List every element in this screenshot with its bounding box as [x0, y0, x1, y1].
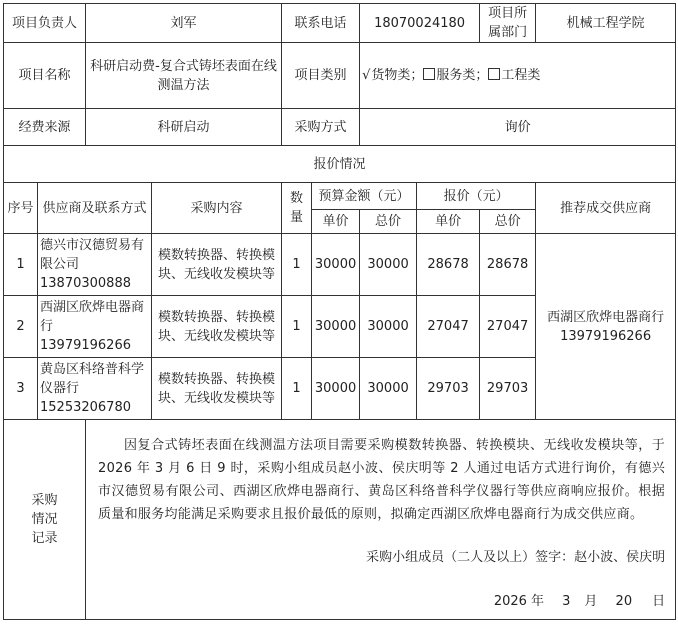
record-label-3: 记录 [31, 531, 58, 546]
owner-label: 项目负责人 [4, 4, 86, 43]
date-year-unit: 年 [530, 594, 544, 609]
funding-source-label: 经费来源 [4, 109, 86, 146]
col-supplier: 供应商及联系方式 [38, 183, 152, 234]
row-funding [4, 109, 676, 146]
row-content: 模数转换器、转换模块、无线收发模块等 [152, 234, 282, 296]
purchase-method-value: 询价 [360, 109, 676, 146]
row-quote-total: 28678 [480, 234, 536, 296]
date-month-unit: 月 [584, 594, 598, 609]
row-supplier [38, 234, 152, 296]
col-qty: 数量 [282, 183, 312, 234]
row-quote-unit: 28678 [417, 234, 480, 296]
row-quotes-title [4, 146, 676, 183]
col-budget: 预算金额（元） [312, 183, 417, 210]
row-qty: 1 [282, 296, 312, 358]
row-content: 模数转换器、转换模块、无线收发模块等 [152, 296, 282, 358]
row-qty: 1 [282, 358, 312, 420]
date-day: 20 [615, 594, 633, 609]
project-category-label: 项目类别 [282, 43, 360, 109]
row-budget-total: 30000 [360, 234, 417, 296]
quotes-section-title: 报价情况 [4, 146, 676, 183]
category-goods: 货物类； [371, 68, 424, 83]
row-qty: 1 [282, 234, 312, 296]
col-content: 采购内容 [152, 183, 282, 234]
table-row [4, 234, 676, 296]
dept-value: 机械工程学院 [536, 4, 676, 43]
col-quote: 报价（元） [417, 183, 536, 210]
row-seq: 2 [4, 296, 38, 358]
supplier-name: 德兴市汉德贸易有限公司 [40, 238, 145, 272]
recommended-supplier [536, 234, 676, 420]
checkmark-icon: √ [362, 68, 371, 83]
category-engineering: 工程类 [501, 68, 541, 83]
supplier-phone: 13979196266 [40, 338, 131, 353]
row-budget-unit: 30000 [312, 296, 360, 358]
row-supplier [38, 358, 152, 420]
row-budget-unit: 30000 [312, 234, 360, 296]
record-label [4, 420, 86, 620]
project-category-options [360, 43, 676, 109]
col-seq: 序号 [4, 183, 38, 234]
row-budget-unit: 30000 [312, 358, 360, 420]
signature-line: 采购小组成员（二人及以上）签字：赵小波、侯庆明 [366, 550, 666, 565]
project-name-value: 科研启动费-复合式铸坯表面在线测温方法 [86, 43, 282, 109]
record-text: 因复合式铸坯表面在线测温方法项目需要采购模数转换器、转换模块、无线收发模块等，于 2026 年 3 月 6 日 9 时，采购小组成员赵小波、侯庆明等 2 人通过电话方式进行询价，有德兴市汉德贸易有限公司、西湖区欣烨电器商行、黄岛区科络普科学仪器行等供应商响应报价。根据质量和服务均能满足采购要求且报价最低的原则，拟确定西湖区欣烨电器商行为成交供应商。 [98, 438, 666, 522]
col-budget-unit: 单价 [312, 210, 360, 234]
row-record [4, 420, 676, 620]
record-date [490, 592, 665, 611]
supplier-name: 黄岛区科络普科学仪器行 [40, 362, 145, 396]
row-quote-unit: 27047 [417, 296, 480, 358]
purchase-method-label: 采购方式 [282, 109, 360, 146]
row-supplier [38, 296, 152, 358]
row-content: 模数转换器、转换模块、无线收发模块等 [152, 358, 282, 420]
row-quote-total: 27047 [480, 296, 536, 358]
col-recommend: 推荐成交供应商 [536, 183, 676, 234]
recommended-phone: 13979196266 [560, 328, 652, 344]
row-seq: 1 [4, 234, 38, 296]
supplier-name: 西湖区欣烨电器商行 [40, 300, 145, 334]
col-quote-unit: 单价 [417, 210, 480, 234]
recommended-name: 西湖区欣烨电器商行 [547, 309, 665, 325]
supplier-phone: 13870300888 [40, 276, 131, 291]
record-content [86, 420, 676, 620]
col-budget-total: 总价 [360, 210, 417, 234]
row-budget-total: 30000 [360, 358, 417, 420]
checkbox-service [423, 68, 435, 80]
date-month: 3 [562, 594, 571, 609]
row-quote-total: 29703 [480, 358, 536, 420]
owner-value: 刘军 [86, 4, 282, 43]
procurement-table [3, 3, 676, 620]
project-name-label: 项目名称 [4, 43, 86, 109]
record-label-1: 采购 [31, 493, 58, 508]
funding-source-value: 科研启动 [86, 109, 282, 146]
date-day-unit: 日 [652, 594, 666, 609]
supplier-phone: 15253206780 [40, 400, 131, 415]
phone-value: 18070024180 [360, 4, 480, 43]
quotes-header-row-1 [4, 183, 676, 210]
col-quote-total: 总价 [480, 210, 536, 234]
checkbox-engineering [488, 68, 500, 80]
row-budget-total: 30000 [360, 296, 417, 358]
row-quote-unit: 29703 [417, 358, 480, 420]
row-seq: 3 [4, 358, 38, 420]
date-year: 2026 [493, 594, 527, 609]
record-label-2: 情况 [31, 512, 58, 527]
dept-label: 项目所属部门 [480, 4, 536, 43]
category-service: 服务类； [436, 68, 489, 83]
phone-label: 联系电话 [282, 4, 360, 43]
row-owner [4, 4, 676, 43]
row-project [4, 43, 676, 109]
